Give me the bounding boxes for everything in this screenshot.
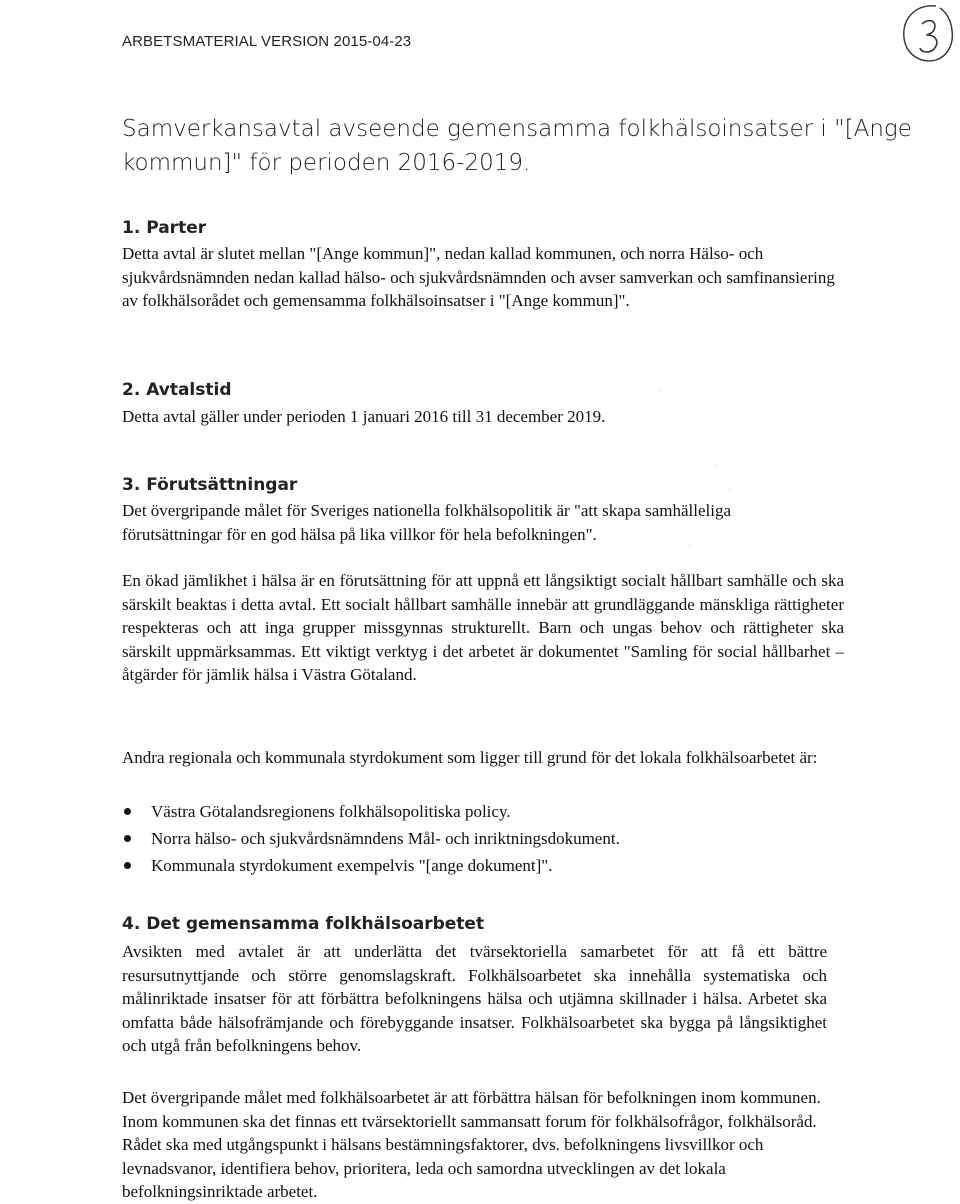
section-heading-forutsattningar: 3. Förutsättningar	[122, 475, 298, 495]
section-forutsattningar-paragraph-1: Det övergripande målet för Sveriges nationella folkhälsopolitik är "att skapa samhälleliga förutsättningar för en god hälsa på lika villkor för hela befolkningen".	[122, 501, 731, 544]
section-parter-paragraph: Detta avtal är slutet mellan "[Ange kommun]", nedan kallad kommunen, och norra Hälso- och sjukvårdsnämnden nedan kallad hälso- och sjukvårdsnämnden och avser samverkan och samfinansiering av folkhälsorådet och gemensamma folkhälsoinsatser i "[Ange kommun]".	[122, 244, 835, 310]
list-item: Västra Götalandsregionens folkhälsopolitiska policy.	[122, 798, 842, 825]
bullet-icon	[124, 862, 131, 869]
section-avtalstid-paragraph: Detta avtal gäller under perioden 1 januari 2016 till 31 december 2019.	[122, 407, 606, 426]
steering-documents-list	[122, 798, 842, 879]
section-folkhalsoarbetet-paragraph-1: Avsikten med avtalet är att underlätta det tvärsektoriella samarbetet för att få ett bättre resursutnyttjande och större genomslagskraft. Folkhälsoarbetet ska innehålla systematiska och målinriktade insatser för att förbättra befolkningens hälsa och utjämna skillnader i hälsa. Arbetet ska omfatta både hälsofrämjande och förebyggande insatser. Folkhälsoarbetet ska bygga på långsiktighet och utgå från befolkningens behov.	[122, 942, 827, 1055]
document-version-header: ARBETSMATERIAL VERSION 2015-04-23	[122, 33, 412, 50]
section-heading-parter: 1. Parter	[122, 218, 207, 238]
bullet-icon	[124, 835, 131, 842]
list-item: Kommunala styrdokument exempelvis "[ange dokument]".	[122, 852, 842, 879]
section-heading-avtalstid: 2. Avtalstid	[122, 380, 232, 400]
section-forutsattningar-paragraph-3: Andra regionala och kommunala styrdokument som ligger till grund för det lokala folkhälsoarbetet är:	[122, 748, 818, 767]
section-forutsattningar-paragraph-2: En ökad jämlikhet i hälsa är en förutsättning för att uppnå ett långsiktigt socialt hållbart samhälle och ska särskilt beaktas i detta avtal. Ett socialt hållbart samhälle innebär att grundläggande mänskliga rättigheter respekteras och att inga grupper missgynnas strukturellt. Barn och ungas behov och rättigheter ska särskilt uppmärksammas. Ett viktigt verktyg i det arbetet är dokumentet "Samling för social hållbarhet – åtgärder för jämlik hälsa i Västra Götaland.	[122, 571, 844, 684]
document-title: Samverkansavtal avseende gemensamma folkhälsoinsatser i "[Ange kommun]" för perioden 2016-2019.	[122, 116, 912, 176]
section-heading-folkhalsoarbetet: 4. Det gemensamma folkhälsoarbetet	[122, 914, 485, 934]
bullet-icon	[124, 808, 131, 815]
handwritten-page-number	[896, 2, 956, 66]
list-item: Norra hälso- och sjukvårdsnämndens Mål- och inriktningsdokument.	[122, 825, 842, 852]
section-folkhalsoarbetet-paragraph-2: Det övergripande målet med folkhälsoarbetet är att förbättra hälsan för befolkningen inom kommunen. Inom kommunen ska det finnas ett tvärsektoriellt sammansatt forum för folkhälsofrågor, folkhälsoråd. Rådet ska med utgångspunkt i hälsans bestämningsfaktorer, dvs. befolkningens livsvillkor och levnadsvanor, identifiera behov, prioritera, leda och samordna utvecklingen av det lokala befolkningsinriktade arbetet.	[122, 1088, 821, 1201]
